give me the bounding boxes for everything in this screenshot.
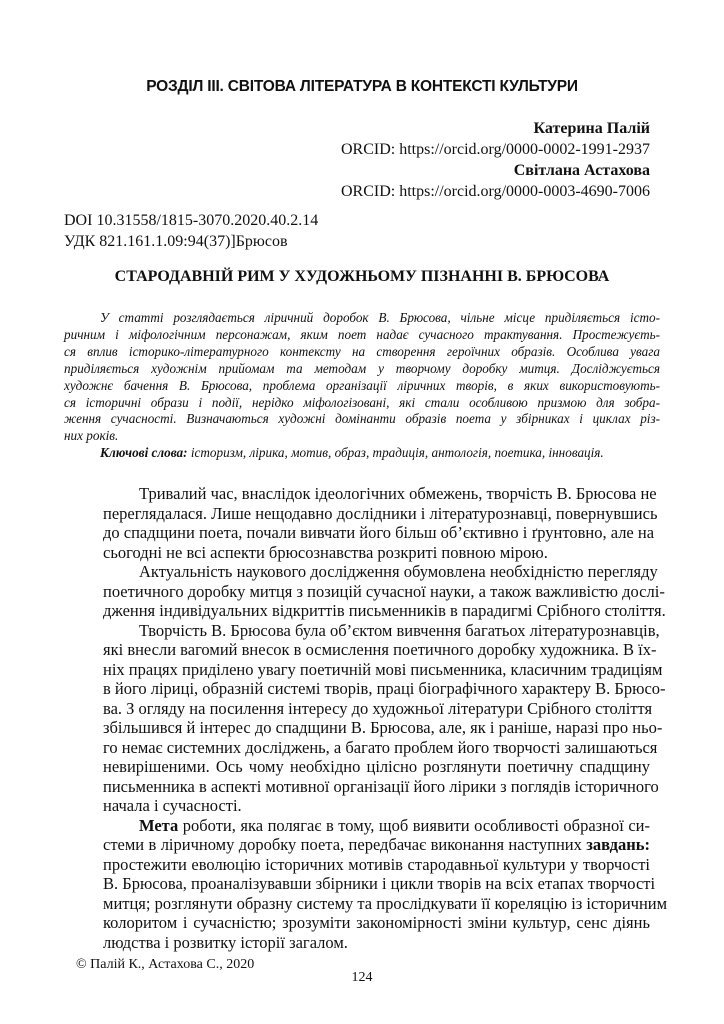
article-title: СТАРОДАВНІЙ РИМ У ХУДОЖНЬОМУ ПІЗНАННІ В. БРЮСОВА xyxy=(114,268,610,285)
body-line: невирішеними. Ось чому необхідно цілісно розглянути поетичну спадщину xyxy=(103,757,650,776)
abstract-line: ричним і міфологічним персонажам, яким поет надає сучасного трактування. Простежуєть- xyxy=(64,326,660,342)
body-line: митця; розглянути образну систему та прослідкувати її кореляцію із історичним xyxy=(103,893,668,913)
author-name: Світлана Астахова xyxy=(513,162,650,179)
abstract-line: ження сучасності. Визначаються художні домінанти образів поета у збірниках і циклах різ- xyxy=(64,411,660,427)
author-name: Катерина Палій xyxy=(533,120,650,137)
body-line: письменника в аспекті мотивної організації його лірики з поглядів історичного xyxy=(103,776,659,796)
keywords-label: Ключові слова: xyxy=(100,445,188,461)
authors-block xyxy=(341,118,650,202)
copyright: © Палій К., Астахова С., 2020 xyxy=(76,957,255,972)
body-line: простежити еволюцію історичних мотивів стародавньої культури у творчості xyxy=(103,854,650,874)
body-line: до спадщини поета, почали вивчати його більш об’єктивно і ґрунтовно, але на xyxy=(103,523,655,542)
abstract-line: приділяється художнім прийомам та методам у творчому доробку митця. Досліджується xyxy=(64,360,660,376)
body-line: людства і розвитку історії загалом. xyxy=(103,932,348,952)
abstract-line: ся історичні образи і події, нерідко міфологізовані, які стали особливою призмою для зобра- xyxy=(64,394,660,410)
section-heading: РОЗДІЛ III. СВІТОВА ЛІТЕРАТУРА В КОНТЕКСТІ КУЛЬТУРИ xyxy=(146,78,578,95)
text-run: роботи, яка полягає в тому, щоб виявити особливості образної си- xyxy=(178,815,650,835)
body-line: ніх працях приділено увагу поетичній мові письменника, класичним традиціям xyxy=(103,659,663,679)
page-number: 124 xyxy=(351,970,373,985)
body-line: Творчість В. Брюсова була об’єктом вивчення багатьох літературознавців, xyxy=(139,620,660,640)
body-line: Тривалий час, внаслідок ідеологічних обмежень, творчість В. Брюсова не xyxy=(139,484,657,503)
abstract-line: ся вплив історико-літературного контексту на створення героїчних образів. Особлива увага xyxy=(64,343,660,359)
identifiers xyxy=(64,210,318,252)
body-line xyxy=(103,835,650,855)
body-line: ва. З огляду на посилення інтересу до художньої літератури Срібного століття xyxy=(103,698,653,718)
body-line: го немає системних досліджень, а багато проблем його творчості залишаються xyxy=(103,737,658,757)
keywords-list: історизм, лірика, мотив, образ, традиція, антологія, поетика, інновація. xyxy=(187,445,604,461)
author-orcid: ORCID: https://orcid.org/0000-0003-4690-7006 xyxy=(340,183,650,200)
body-text xyxy=(103,484,668,952)
abstract xyxy=(64,310,660,462)
aim-label: Мета xyxy=(139,815,179,835)
body-line: Актуальність наукового дослідження обумовлена необхідністю перегляду xyxy=(139,562,658,581)
body-line: начала і сучасності. xyxy=(103,796,242,815)
body-line xyxy=(103,816,650,836)
abstract-line: них років. xyxy=(64,428,119,444)
keywords xyxy=(64,445,660,462)
text-run: стеми в ліричному доробку поета, передбачає виконання наступних xyxy=(103,835,587,854)
author-orcid: ORCID: https://orcid.org/0000-0002-1991-2937 xyxy=(340,141,650,158)
body-line: які внесли вагомий внесок в осмислення поетичного доробку художника. В їх- xyxy=(103,640,657,659)
tasks-label: завдань: xyxy=(586,835,650,854)
udc: УДК 821.161.1.09:94(37)]Брюсов xyxy=(64,233,288,250)
doi: DOI 10.31558/1815-3070.2020.40.2.14 xyxy=(64,212,319,229)
body-line: колоритом і сучасністю; зрозуміти закономірності зміни культур, сенс діянь xyxy=(103,913,650,932)
body-line: збільшився й інтерес до спадщини В. Брюсова, але, як і раніше, наразі про ньо- xyxy=(103,718,663,737)
body-line: сьогодні не всі аспекти брюсознавства розкриті повною мірою. xyxy=(103,542,548,562)
body-line: В. Брюсова, проаналізувавши збірники і цикли творів на всіх етапах творчості xyxy=(103,874,656,893)
abstract-line: художнє бачення В. Брюсова, проблема організації ліричних творів, в яких використовують- xyxy=(64,377,660,393)
abstract-line: У статті розглядається ліричний доробок В. Брюсова, чільне місце приділяється істо- xyxy=(100,310,660,325)
body-line: поетичного доробку митця з позицій сучасної науки, а також важливістю дослі- xyxy=(103,581,665,601)
body-line: в його ліриці, образній системі творів, праці біографічного характеру В. Брюсо- xyxy=(103,679,666,698)
body-line: дження індивідуальних відкриттів письменників в парадигмі Срібного століття. xyxy=(103,601,666,620)
body-line: переглядалася. Лише нещодавно дослідники і літературознавці, повернувшись xyxy=(103,503,658,523)
